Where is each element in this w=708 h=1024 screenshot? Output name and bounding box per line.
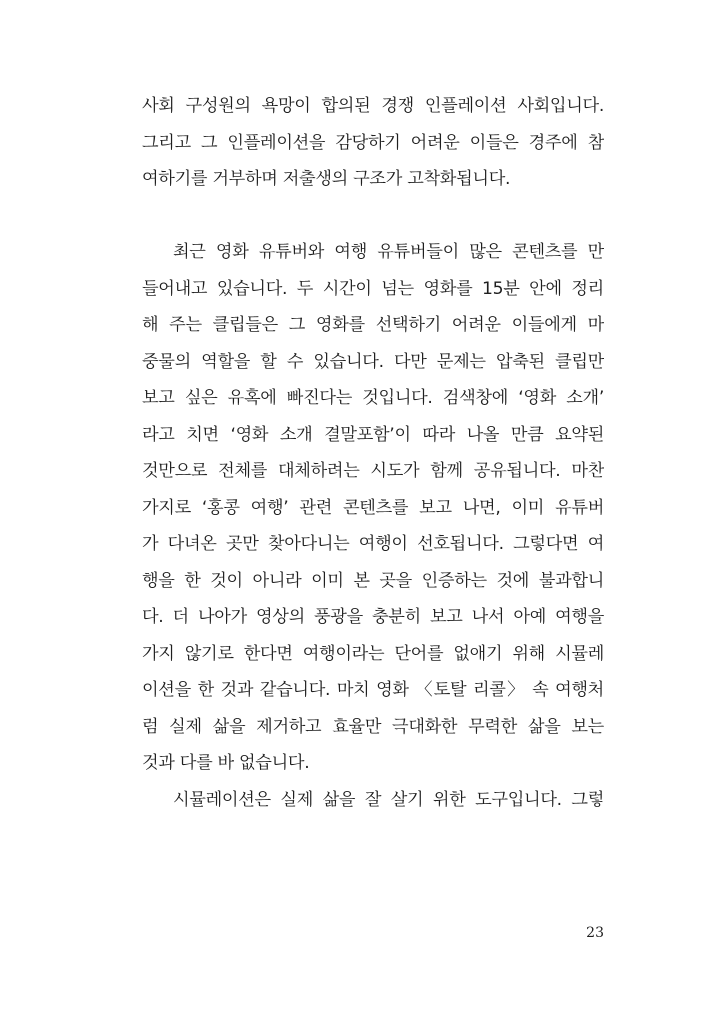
text-line: 최근 영화 유튜버와 여행 유튜버들이 많은 콘텐츠를 만: [173, 242, 604, 262]
paragraph: [142, 234, 604, 782]
text-line: 이션을 한 것과 같습니다. 마치 영화 〈토탈 리콜〉 속 여행처: [142, 680, 604, 700]
text-line: 중물의 역할을 할 수 있습니다. 다만 문제는 압축된 클립만: [142, 351, 604, 372]
text-line: 보고 싶은 유혹에 빠진다는 것입니다. 검색창에 ‘영화 소개’: [142, 388, 604, 408]
text-line: 들어내고 있습니다. 두 시간이 넘는 영화를 15분 안에 정리: [142, 278, 604, 299]
page-number: 23: [586, 925, 604, 941]
text-line: 것과 다를 바 없습니다.: [142, 753, 310, 773]
text-line: 해 주는 클립들은 그 영화를 선택하기 어려운 이들에게 마: [142, 315, 604, 335]
paragraph: [142, 88, 604, 198]
text-line: 행을 한 것이 아니라 이미 본 곳을 인증하는 것에 불과합니: [142, 570, 604, 591]
text-line: 가지 않기로 한다면 여행이라는 단어를 없애기 위해 시뮬레: [142, 643, 604, 664]
text-line: 여하기를 거부하며 저출생의 구조가 고착화됩니다.: [142, 169, 511, 189]
body-text: [142, 88, 604, 818]
text-line: 가 다녀온 곳만 찾아다니는 여행이 선호됩니다. 그렇다면 여: [142, 534, 604, 554]
text-line: 사회 구성원의 욕망이 합의된 경쟁 인플레이션 사회입니다.: [142, 96, 604, 116]
text-line: 라고 치면 ‘영화 소개 결말포함’이 따라 나올 만큼 요약된: [142, 424, 604, 445]
paragraph: [142, 782, 604, 819]
text-line: 럼 실제 삶을 제거하고 효율만 극대화한 무력한 삶을 보는: [142, 716, 604, 737]
text-line: 시뮬레이션은 실제 삶을 잘 살기 위한 도구입니다. 그렇: [173, 789, 604, 810]
paragraph-spacer: [142, 198, 604, 235]
text-line: 그리고 그 인플레이션을 감당하기 어려운 이들은 경주에 참: [142, 132, 604, 153]
text-line: 가지로 ‘홍콩 여행’ 관련 콘텐츠를 보고 나면, 이미 유튜버: [142, 497, 604, 518]
text-line: 것만으로 전체를 대체하려는 시도가 함께 공유됩니다. 마찬: [142, 461, 604, 481]
text-line: 다. 더 나아가 영상의 풍광을 충분히 보고 나서 아예 여행을: [142, 607, 604, 627]
